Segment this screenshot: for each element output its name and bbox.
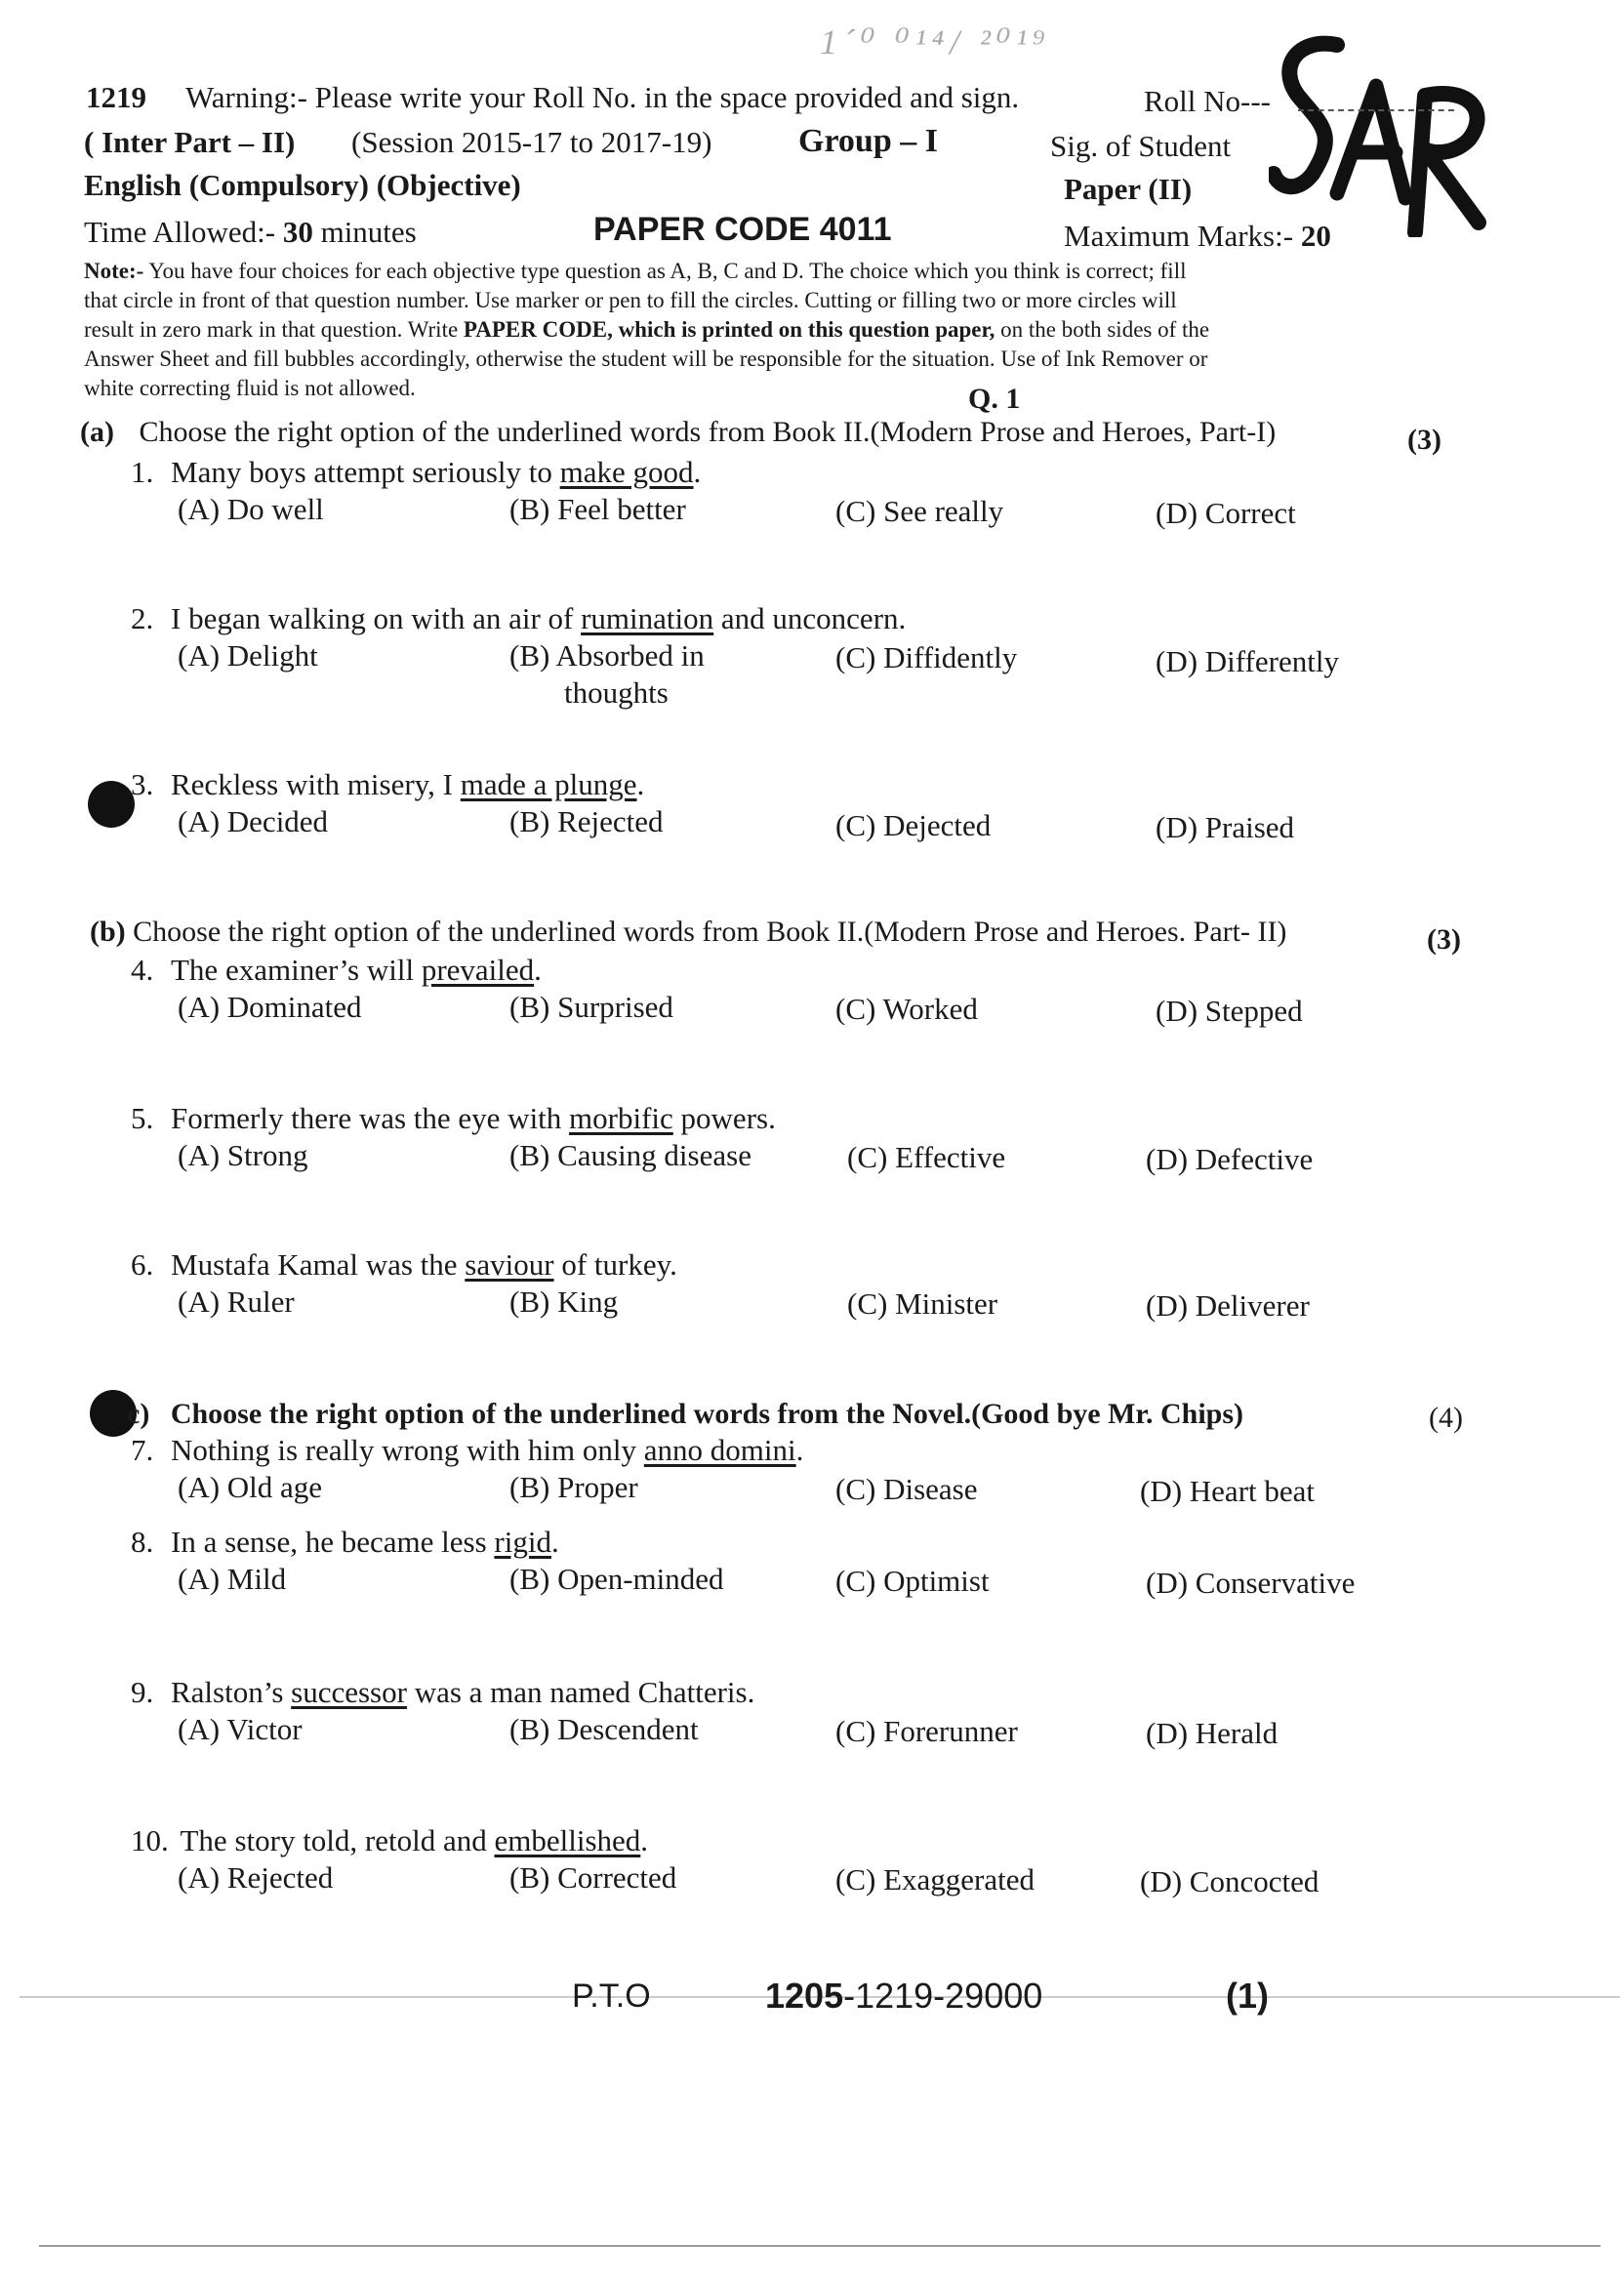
section-b-heading (90, 916, 1286, 949)
underlined-word: prevailed (421, 953, 535, 987)
time-unit: minutes (320, 215, 417, 249)
underlined-word: made a plunge (460, 767, 637, 801)
question-text-end: . (636, 767, 645, 801)
question-text-end: was a man named Chatteris. (406, 1675, 755, 1709)
section-a-label: (a) (80, 416, 114, 448)
underlined-word: saviour (465, 1247, 554, 1282)
option-c: (C) Optimist (835, 1564, 990, 1598)
option-c: (C) Exaggerated (835, 1862, 1035, 1897)
page-number: (1) (1226, 1976, 1269, 2016)
option-a: (A) Do well (178, 492, 324, 526)
note-line-5: white correcting fluid is not allowed. (84, 376, 416, 400)
print-code-bold: 1205 (765, 1976, 844, 2016)
section-c-label: c) (127, 1398, 150, 1430)
option-b-continued: thoughts (564, 675, 669, 710)
question-text-end: of turkey. (553, 1247, 677, 1282)
note-text-3b: PAPER CODE, which is printed on this question paper, (463, 317, 995, 342)
option-c: (C) Forerunner (835, 1714, 1018, 1748)
option-a: (A) Victor (178, 1712, 303, 1746)
print-code (765, 1976, 1042, 2017)
note-label: Note:- (84, 259, 144, 283)
question-number: 6. (131, 1247, 154, 1282)
option-c: (C) Worked (835, 992, 978, 1026)
option-d: (D) Defective (1146, 1142, 1314, 1176)
question-text-end: . (693, 455, 702, 489)
handwritten-scribble: 1´⁰ ⁰¹⁴/ ²⁰¹⁹ (820, 22, 1051, 61)
option-d: (D) Differently (1156, 644, 1339, 678)
question-text: The examiner’s will (171, 953, 422, 987)
option-a: (A) Rejected (178, 1860, 334, 1895)
option-b: (B) Descendent (509, 1712, 699, 1746)
question-3 (131, 767, 644, 802)
handwritten-initials-logo (1269, 27, 1493, 237)
question-text: In a sense, he became less (171, 1525, 495, 1559)
group: Group – I (798, 123, 938, 159)
roll-no-label: Roll No--- (1144, 84, 1272, 118)
section-a-heading (80, 416, 1276, 449)
question-number: 1. (131, 455, 154, 489)
question-text: I began walking on with an air of (171, 601, 582, 635)
question-heading: Q. 1 (968, 383, 1021, 415)
inter-part: ( Inter Part – II) (84, 125, 296, 159)
option-b: (B) King (509, 1285, 619, 1319)
option-d: (D) Heart beat (1140, 1474, 1316, 1508)
question-number: 3. (131, 767, 154, 801)
option-a: (A) Dominated (178, 990, 362, 1024)
section-c-heading (127, 1398, 1243, 1431)
option-b: (B) Feel better (509, 492, 686, 526)
question-number: 10. (131, 1823, 169, 1857)
option-c: (C) Disease (835, 1472, 978, 1506)
option-a: (A) Old age (178, 1470, 323, 1504)
question-number: 9. (131, 1675, 154, 1709)
option-a: (A) Delight (178, 638, 318, 673)
option-d: (D) Stepped (1156, 994, 1303, 1028)
question-number: 4. (131, 953, 154, 987)
question-2 (131, 601, 906, 636)
question-8 (131, 1525, 559, 1560)
option-d: (D) Correct (1156, 496, 1296, 530)
option-b: (B) Proper (509, 1470, 638, 1504)
option-c: (C) See really (835, 494, 1004, 528)
section-a-title: Choose the right option of the underlined words from Book II.(Modern Prose and Heroes, Part-I) (139, 416, 1277, 448)
option-b: (B) Corrected (509, 1860, 677, 1895)
section-b-marks: (3) (1427, 923, 1461, 956)
time-value: 30 (282, 215, 313, 249)
question-6 (131, 1247, 677, 1283)
note-line-2: that circle in front of that question number. Use marker or pen to fill the circles. Cutting or filling two or more circles will (84, 288, 1177, 312)
option-b: (B) Open-minded (509, 1562, 724, 1596)
pto-label: P.T.O (572, 1978, 651, 2015)
option-a: (A) Decided (178, 804, 329, 838)
maximum-marks (1064, 219, 1331, 254)
question-text: Ralston’s (171, 1675, 292, 1709)
underlined-word: morbific (569, 1101, 673, 1135)
section-a-marks: (3) (1407, 424, 1441, 456)
print-code-rest: -1219-29000 (843, 1976, 1043, 2016)
question-text: Reckless with misery, I (171, 767, 461, 801)
time-label: Time Allowed:- (84, 215, 276, 249)
option-c: (C) Effective (847, 1140, 1006, 1174)
option-a: (A) Ruler (178, 1285, 295, 1319)
note-line-1 (84, 257, 1209, 286)
question-text: Formerly there was the eye with (171, 1101, 570, 1135)
question-7 (131, 1433, 803, 1468)
question-text: Nothing is really wrong with him only (171, 1433, 644, 1467)
option-a: (A) Mild (178, 1562, 287, 1596)
question-text-end: . (550, 1525, 559, 1559)
question-9 (131, 1675, 754, 1710)
paper-label: Paper (II) (1064, 172, 1193, 206)
note-line-3 (84, 315, 1209, 345)
option-d: (D) Herald (1146, 1716, 1279, 1750)
roll-no-line (1298, 109, 1454, 111)
option-d: (D) Deliverer (1146, 1288, 1310, 1323)
session: (Session 2015-17 to 2017-19) (351, 125, 712, 159)
option-d: (D) Concocted (1140, 1864, 1320, 1898)
option-c: (C) Dejected (835, 808, 992, 842)
note-line-4: Answer Sheet and fill bubbles accordingly, otherwise the student will be responsible for the situation. Use of Ink Remover or (84, 347, 1208, 371)
option-b: (B) Surprised (509, 990, 673, 1024)
time-allowed (84, 215, 417, 250)
question-text-end: . (534, 953, 542, 987)
paper-number: 1219 (86, 80, 146, 114)
underlined-word: make good (559, 455, 694, 489)
underlined-word: anno domini (643, 1433, 796, 1467)
question-text-end: . (640, 1823, 649, 1857)
question-text: The story told, retold and (180, 1823, 495, 1857)
question-text: Mustafa Kamal was the (171, 1247, 466, 1282)
option-a: (A) Strong (178, 1138, 308, 1172)
section-b-label: (b) (90, 916, 126, 948)
question-text-end: . (795, 1433, 804, 1467)
option-b: (B) Absorbed in (509, 638, 705, 673)
note-text-3c: on the both sides of the (995, 317, 1210, 342)
option-b: (B) Rejected (509, 804, 664, 838)
subject: English (Compulsory) (Objective) (84, 168, 521, 202)
ink-blot (88, 781, 135, 828)
question-text-end: and unconcern. (713, 601, 907, 635)
instructions-note (84, 257, 1209, 403)
underlined-word: embellished (494, 1823, 641, 1857)
question-1 (131, 455, 701, 490)
paper-code: PAPER CODE 4011 (593, 211, 892, 248)
question-5 (131, 1101, 776, 1136)
signature-label: Sig. of Student (1050, 129, 1232, 163)
option-c: (C) Minister (847, 1286, 998, 1321)
question-number: 7. (131, 1433, 154, 1467)
option-d: (D) Praised (1156, 810, 1295, 844)
question-4 (131, 953, 542, 988)
max-marks-value: 20 (1300, 219, 1331, 253)
question-text: Many boys attempt seriously to (171, 455, 560, 489)
note-text-3a: result in zero mark in that question. Write (84, 317, 464, 342)
section-b-title: Choose the right option of the underlined words from Book II.(Modern Prose and Heroes. Part- II) (133, 916, 1287, 948)
question-10 (131, 1823, 648, 1858)
question-text-end: powers. (672, 1101, 776, 1135)
question-number: 5. (131, 1101, 154, 1135)
option-d: (D) Conservative (1146, 1566, 1356, 1600)
bottom-rule (39, 2245, 1601, 2247)
underlined-word: rumination (581, 601, 714, 635)
underlined-word: rigid (494, 1525, 551, 1559)
option-b: (B) Causing disease (509, 1138, 751, 1172)
question-number: 2. (131, 601, 154, 635)
option-c: (C) Diffidently (835, 640, 1018, 674)
question-number: 8. (131, 1525, 154, 1559)
warning-text: Warning:- Please write your Roll No. in the space provided and sign. (185, 80, 1020, 114)
section-c-marks: (4) (1429, 1402, 1463, 1434)
underlined-word: successor (291, 1675, 407, 1709)
note-text-1: You have four choices for each objective type question as A, B, C and D. The choice which you think is correct; fill (148, 259, 1187, 283)
max-marks-label: Maximum Marks:- (1064, 219, 1294, 253)
section-c-title: Choose the right option of the underlined words from the Novel.(Good bye Mr. Chips) (170, 1398, 1244, 1430)
